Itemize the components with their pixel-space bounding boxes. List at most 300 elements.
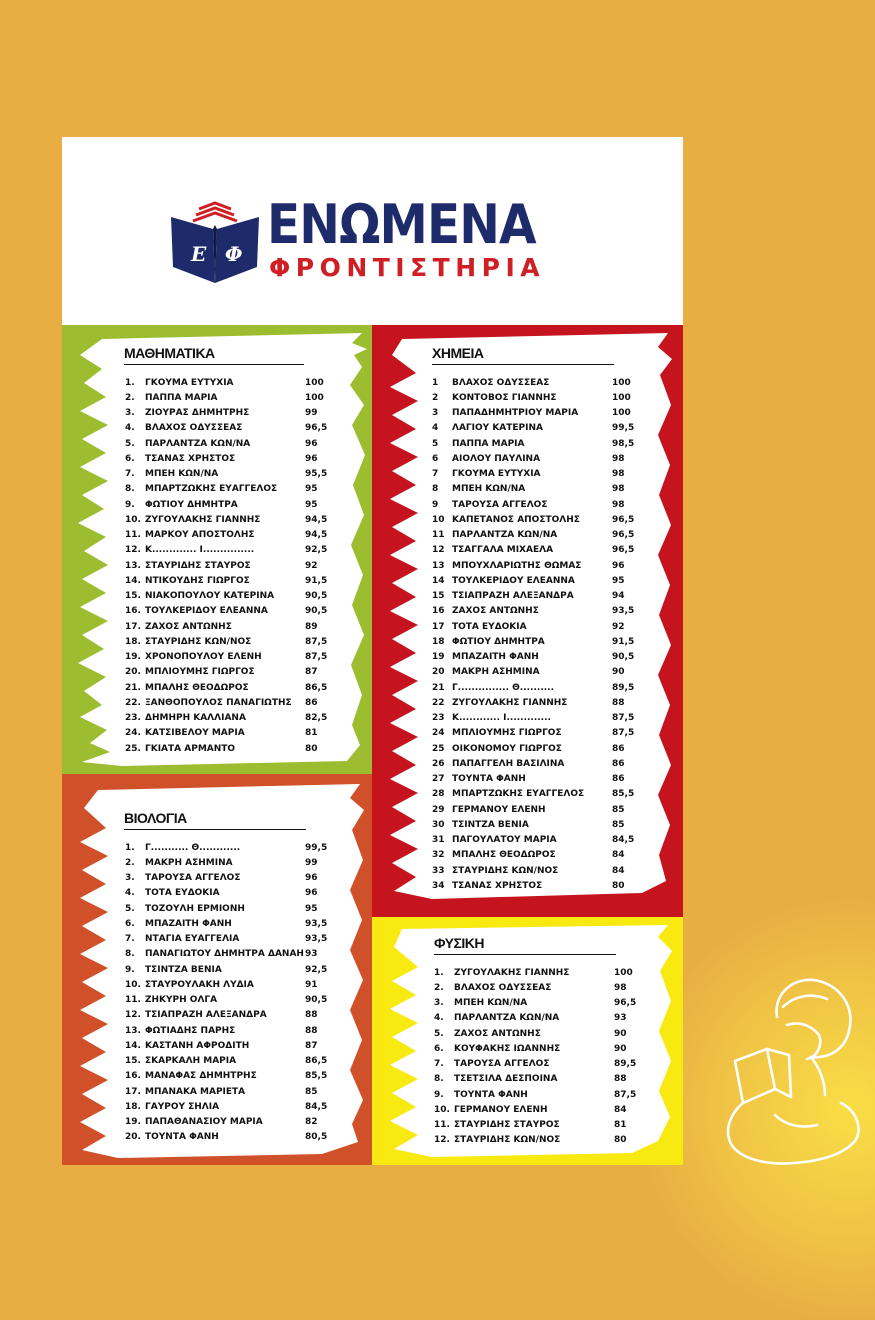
student-name: ΔΗΜΗΡΗ ΚΑΛΛΙΑΝΑ: [145, 713, 246, 724]
student-name: ΠΑΠΑΓΓΕΛΗ ΒΑΣΙΛΙΝΑ: [452, 758, 565, 769]
result-row: [434, 996, 644, 1011]
result-row: [125, 604, 335, 619]
score: 99: [305, 408, 318, 419]
student-name: ΖΑΧΟΣ ΑΝΤΩΝΗΣ: [145, 621, 232, 632]
score: 92,5: [305, 964, 328, 975]
rank: 12: [432, 545, 445, 556]
rank: 32: [432, 850, 445, 861]
result-row: [432, 497, 642, 512]
rank: 10: [432, 514, 445, 525]
student-name: ΦΩΤΙΑΔΗΣ ΠΑΡΗΣ: [145, 1025, 236, 1036]
score: 100: [305, 392, 324, 403]
result-row: [434, 980, 644, 995]
student-name: ΜΠΟΥΧΛΑΡΙΩΤΗΣ ΘΩΜΑΣ: [452, 560, 582, 571]
student-name: ΓΚΟΥΜΑ ΕΥΤΥΧΙΑ: [145, 377, 234, 388]
student-name: ΜΠΑΡΤΖΩΚΗΣ ΕΥΑΓΓΕΛΟΣ: [452, 789, 585, 800]
student-name: ΠΑΓΟΥΛΑΤΟΥ ΜΑΡΙΑ: [452, 835, 557, 846]
score: 98,5: [612, 438, 635, 449]
score: 94,5: [305, 514, 328, 525]
rank: 2: [432, 392, 439, 403]
rank: 4.: [434, 1013, 444, 1024]
result-row: [125, 962, 335, 977]
score: 89,5: [614, 1059, 637, 1070]
result-row: [125, 634, 335, 649]
score: 93,5: [612, 606, 635, 617]
student-name: ΖΥΓΟΥΛΑΚΗΣ ΓΙΑΝΝΗΣ: [452, 697, 568, 708]
result-row: [432, 665, 642, 680]
student-name: ΤΣΑΝΑΣ ΧΡΗΣΤΟΣ: [452, 880, 543, 891]
score: 85: [612, 819, 625, 830]
student-name: ΖΑΧΟΣ ΑΝΤΩΝΗΣ: [454, 1028, 541, 1039]
rank: 9.: [125, 964, 135, 975]
result-row: [432, 787, 642, 802]
score: 100: [305, 377, 324, 388]
student-name: ΦΩΤΙΟΥ ΔΗΜΗΤΡΑ: [145, 499, 238, 510]
section-title-chemistry: ΧΗΜΕΙΑ: [432, 345, 614, 365]
rank: 19.: [125, 1117, 141, 1128]
student-name: ΜΑΚΡΗ ΑΣΗΜΙΝΑ: [452, 667, 540, 678]
rank: 20.: [125, 667, 141, 678]
student-name: ΚΟΥΦΑΚΗΣ ΙΩΑΝΝΗΣ: [454, 1043, 561, 1054]
student-name: ΜΠΑΝΑΚΑ ΜΑΡΙΕΤΑ: [145, 1086, 246, 1097]
score: 85: [612, 804, 625, 815]
result-row: [432, 512, 642, 527]
rank: 2.: [434, 982, 444, 993]
result-row: [432, 695, 642, 710]
biology-panel: [62, 774, 372, 1165]
student-name: ΠΑΠΠΑ ΜΑΡΙΑ: [452, 438, 525, 449]
result-row: [125, 406, 335, 421]
result-row: [125, 1130, 335, 1145]
rank: 20.: [125, 1132, 141, 1143]
rank: 25: [432, 743, 445, 754]
student-name: ΤΟΤΑ ΕΥΔΟΚΙΑ: [145, 888, 220, 899]
rank: 15.: [125, 591, 141, 602]
student-name: ΤΟΥΝΤΑ ΦΑΝΗ: [452, 774, 526, 785]
result-row: [125, 558, 335, 573]
score: 80: [612, 880, 625, 891]
result-row: [125, 573, 335, 588]
rank: 8: [432, 484, 439, 495]
score: 80: [305, 743, 318, 754]
score: 85,5: [612, 789, 635, 800]
score: 86: [612, 758, 625, 769]
result-row: [125, 528, 335, 543]
header: [62, 137, 683, 325]
score: 96: [305, 438, 318, 449]
student-name: ΤΣΙΝΤΖΑ ΒΕΝΙΑ: [145, 964, 222, 975]
result-row: [125, 421, 335, 436]
result-row: [432, 558, 642, 573]
physics-panel: [372, 917, 683, 1165]
score: 98: [614, 982, 627, 993]
score: 89,5: [612, 682, 635, 693]
svg-text:Φ: Φ: [225, 242, 243, 266]
student-name: ΜΠΕΗ ΚΩΝ/ΝΑ: [454, 998, 528, 1009]
rank: 5.: [434, 1028, 444, 1039]
student-name: ΞΑΝΘΟΠΟΥΛΟΣ ΠΑΝΑΓΙΩΤΗΣ: [145, 697, 292, 708]
result-row: [432, 634, 642, 649]
rank: 33: [432, 865, 445, 876]
student-name: ΜΠΑΡΤΖΩΚΗΣ ΕΥΑΓΓΕΛΟΣ: [145, 484, 278, 495]
student-name: ΧΡΟΝΟΠΟΥΛΟΥ ΕΛΕΝΗ: [145, 652, 262, 663]
score: 93,5: [305, 918, 328, 929]
result-row: [432, 390, 642, 405]
rank: 3: [432, 408, 439, 419]
rank: 10.: [125, 979, 141, 990]
book-logo-icon: [169, 195, 261, 285]
rank: 9.: [125, 499, 135, 510]
student-name: ΤΟΥΝΤΑ ΦΑΝΗ: [454, 1089, 528, 1100]
student-name: ΚΑΣΤΑΝΗ ΑΦΡΟΔΙΤΗ: [145, 1040, 250, 1051]
result-row: [432, 573, 642, 588]
rank: 13.: [125, 1025, 141, 1036]
score: 84: [612, 850, 625, 861]
result-row: [125, 993, 335, 1008]
result-row: [432, 833, 642, 848]
result-row: [125, 451, 335, 466]
score: 84,5: [305, 1101, 328, 1112]
score: 96,5: [612, 545, 635, 556]
rank: 13: [432, 560, 445, 571]
rank: 3.: [125, 873, 135, 884]
score: 100: [612, 392, 631, 403]
student-name: ΠΑΡΛΑΝΤΖΑ ΚΩΝ/ΝΑ: [145, 438, 251, 449]
student-name: ΜΑΚΡΗ ΑΣΗΜΙΝΑ: [145, 857, 233, 868]
result-row: [434, 965, 644, 980]
score: 86: [305, 697, 318, 708]
chemistry-panel: [372, 325, 683, 917]
result-row: [432, 528, 642, 543]
student-name: ΜΠΛΙΟΥΜΗΣ ΓΙΩΡΓΟΣ: [145, 667, 255, 678]
rank: 23: [432, 713, 445, 724]
score: 84: [612, 865, 625, 876]
result-row: [125, 871, 335, 886]
result-row: [125, 855, 335, 870]
student-name: ΣΤΑΥΡΙΔΗΣ ΚΩΝ/ΝΟΣ: [452, 865, 559, 876]
score: 88: [305, 1025, 318, 1036]
score: 93,5: [305, 934, 328, 945]
svg-text:Ε: Ε: [191, 242, 207, 266]
student-name: ΓΑΥΡΟΥ ΣΗΛΙΑ: [145, 1101, 220, 1112]
student-name: ΜΠΛΙΟΥΜΗΣ ΓΙΩΡΓΟΣ: [452, 728, 562, 739]
student-name: ΤΣΕΤΣΙΛΑ ΔΕΣΠΟΙΝΑ: [454, 1074, 558, 1085]
student-name: ΜΠΑΛΗΣ ΘΕΟΔΩΡΟΣ: [452, 850, 556, 861]
score: 88: [612, 697, 625, 708]
score: 98: [612, 484, 625, 495]
result-row: [125, 680, 335, 695]
rank: 17: [432, 621, 445, 632]
result-row: [125, 711, 335, 726]
result-row: [432, 741, 642, 756]
student-name: ΣΤΑΥΡΟΥΛΑΚΗ ΛΥΔΙΑ: [145, 979, 254, 990]
rank: 8.: [434, 1074, 444, 1085]
result-row: [432, 650, 642, 665]
score: 94,5: [305, 530, 328, 541]
rank: 6.: [125, 453, 135, 464]
score: 82: [305, 1117, 318, 1128]
result-row: [125, 436, 335, 451]
student-name: ΖΥΓΟΥΛΑΚΗΣ ΓΙΑΝΝΗΣ: [145, 514, 261, 525]
rank: 4.: [125, 888, 135, 899]
score: 95: [305, 484, 318, 495]
result-row: [125, 1008, 335, 1023]
result-row: [125, 589, 335, 604]
score: 91,5: [612, 636, 635, 647]
student-name: ΓΕΡΜΑΝΟΥ ΕΛΕΝΗ: [452, 804, 546, 815]
score: 95: [612, 575, 625, 586]
rank: 7.: [125, 469, 135, 480]
score: 99,5: [305, 842, 328, 853]
rank: 5: [432, 438, 439, 449]
rank: 22: [432, 697, 445, 708]
student-name: ΣΤΑΥΡΙΔΗΣ ΣΤΑΥΡΟΣ: [454, 1120, 560, 1131]
rank: 9: [432, 499, 439, 510]
result-row: [125, 1069, 335, 1084]
result-row: [125, 726, 335, 741]
rank: 16.: [125, 1071, 141, 1082]
biology-results-list: [125, 840, 335, 1145]
student-name: ΒΛΑΧΟΣ ΟΔΥΣΣΕΑΣ: [452, 377, 550, 388]
result-row: [432, 543, 642, 558]
result-row: [125, 482, 335, 497]
score: 93: [614, 1013, 627, 1024]
rank: 11.: [125, 530, 141, 541]
rank: 12.: [434, 1135, 450, 1146]
student-name: ΤΑΡΟΥΣΑ ΑΓΓΕΛΟΣ: [145, 873, 241, 884]
student-name: ΣΤΑΥΡΙΔΗΣ ΚΩΝ/ΝΟΣ: [145, 636, 252, 647]
score: 90,5: [305, 995, 328, 1006]
rank: 18.: [125, 636, 141, 647]
result-row: [432, 604, 642, 619]
student-name: ΛΑΓΙΟΥ ΚΑΤΕΡΙΝΑ: [452, 423, 543, 434]
student-name: ΓΕΡΜΑΝΟΥ ΕΛΕΝΗ: [454, 1104, 548, 1115]
result-row: [434, 1087, 644, 1102]
score: 90,5: [305, 606, 328, 617]
student-name: ΓΚΟΥΜΑ ΕΥΤΥΧΙΑ: [452, 469, 541, 480]
student-name: Κ............. Ι...............: [145, 545, 255, 556]
physics-results-list: [434, 965, 644, 1148]
score: 90: [614, 1043, 627, 1054]
rank: 31: [432, 835, 445, 846]
student-name: ΠΑΠΑΘΑΝΑΣΙΟΥ ΜΑΡΙΑ: [145, 1117, 263, 1128]
score: 80: [614, 1135, 627, 1146]
student-name: ΜΠΕΗ ΚΩΝ/ΝΑ: [145, 469, 219, 480]
rank: 14.: [125, 1040, 141, 1051]
result-row: [432, 878, 642, 893]
rank: 20: [432, 667, 445, 678]
rank: 8.: [125, 949, 135, 960]
result-row: [432, 421, 642, 436]
rank: 1: [432, 377, 439, 388]
result-row: [432, 406, 642, 421]
score: 91: [305, 979, 318, 990]
score: 90,5: [612, 652, 635, 663]
rank: 6.: [125, 918, 135, 929]
score: 98: [612, 469, 625, 480]
rank: 28: [432, 789, 445, 800]
student-name: ΤΟΥΛΚΕΡΙΔΟΥ ΕΛΕΑΝΝΑ: [145, 606, 268, 617]
result-row: [125, 932, 335, 947]
student-name: ΝΤΑΓΙΑ ΕΥΑΓΓΕΛΙΑ: [145, 934, 240, 945]
score: 96,5: [612, 514, 635, 525]
score: 87,5: [305, 636, 328, 647]
student-name: ΤΑΡΟΥΣΑ ΑΓΓΕΛΟΣ: [452, 499, 548, 510]
score: 88: [614, 1074, 627, 1085]
math-panel: [62, 325, 372, 774]
rank: 3.: [125, 408, 135, 419]
rank: 26: [432, 758, 445, 769]
score: 86: [612, 743, 625, 754]
student-name: ΓΚΙΑΤΑ ΑΡΜΑΝΤΟ: [145, 743, 236, 754]
reading-child-icon: [715, 965, 865, 1180]
rank: 30: [432, 819, 445, 830]
score: 87,5: [305, 652, 328, 663]
score: 81: [614, 1120, 627, 1131]
student-name: ΜΠΑΛΗΣ ΘΕΟΔΩΡΟΣ: [145, 682, 249, 693]
rank: 16.: [125, 606, 141, 617]
result-row: [434, 1133, 644, 1148]
student-name: ΚΑΠΕΤΑΝΟΣ ΑΠΟΣΤΟΛΗΣ: [452, 514, 580, 525]
score: 81: [305, 728, 318, 739]
rank: 5.: [125, 438, 135, 449]
rank: 3.: [434, 998, 444, 1009]
result-row: [125, 695, 335, 710]
result-row: [125, 901, 335, 916]
score: 87,5: [612, 728, 635, 739]
student-name: ΠΑΝΑΓΙΩΤΟΥ ΔΗΜΗΤΡΑ ΔΑΝΑΗ: [145, 949, 304, 960]
result-row: [432, 711, 642, 726]
rank: 4: [432, 423, 439, 434]
student-name: ΤΣΙΑΠΡΑΖΗ ΑΛΕΞΑΝΔΡΑ: [145, 1010, 267, 1021]
student-name: ΜΑΡΚΟΥ ΑΠΟΣΤΟΛΗΣ: [145, 530, 255, 541]
result-row: [125, 840, 335, 855]
rank: 12.: [125, 1010, 141, 1021]
result-row: [432, 756, 642, 771]
score: 98: [612, 453, 625, 464]
score: 95: [305, 903, 318, 914]
rank: 22.: [125, 697, 141, 708]
student-name: ΤΑΡΟΥΣΑ ΑΓΓΕΛΟΣ: [454, 1059, 550, 1070]
score: 96: [305, 888, 318, 899]
score: 88: [305, 1010, 318, 1021]
student-name: ΠΑΡΛΑΝΤΖΑ ΚΩΝ/ΝΑ: [452, 530, 558, 541]
result-row: [434, 1102, 644, 1117]
student-name: ΤΟΤΑ ΕΥΔΟΚΙΑ: [452, 621, 527, 632]
rank: 11.: [125, 995, 141, 1006]
score: 91,5: [305, 575, 328, 586]
score: 95: [305, 499, 318, 510]
rank: 12.: [125, 545, 141, 556]
student-name: ΑΙΟΛΟΥ ΠΑΥΛΙΝΑ: [452, 453, 541, 464]
student-name: ΜΠΑΖΑΪΤΗ ΦΑΝΗ: [145, 918, 232, 929]
score: 82,5: [305, 713, 328, 724]
student-name: Κ............ Ι.............: [452, 713, 551, 724]
score: 96,5: [612, 530, 635, 541]
result-row: [125, 650, 335, 665]
score: 100: [612, 408, 631, 419]
result-row: [125, 1099, 335, 1114]
score: 87,5: [612, 713, 635, 724]
score: 85: [305, 1086, 318, 1097]
score: 89: [305, 621, 318, 632]
score: 80,5: [305, 1132, 328, 1143]
result-row: [432, 802, 642, 817]
score: 96: [305, 453, 318, 464]
section-title-physics: ΦΥΣΙΚΗ: [434, 935, 616, 955]
rank: 4.: [125, 423, 135, 434]
student-name: ΝΙΑΚΟΠΟΥΛΟΥ ΚΑΤΕΡΙΝΑ: [145, 591, 275, 602]
result-row: [432, 619, 642, 634]
math-results-list: [125, 375, 335, 756]
result-row: [432, 680, 642, 695]
rank: 2.: [125, 857, 135, 868]
student-name: ΒΛΑΧΟΣ ΟΔΥΣΣΕΑΣ: [145, 423, 243, 434]
rank: 10.: [434, 1104, 450, 1115]
result-row: [432, 863, 642, 878]
score: 100: [612, 377, 631, 388]
result-row: [432, 482, 642, 497]
student-name: ΤΣΑΝΑΣ ΧΡΗΣΤΟΣ: [145, 453, 236, 464]
rank: 9.: [434, 1089, 444, 1100]
result-row: [125, 977, 335, 992]
rank: 8.: [125, 484, 135, 495]
rank: 34: [432, 880, 445, 891]
result-row: [432, 589, 642, 604]
result-row: [432, 848, 642, 863]
result-row: [434, 1057, 644, 1072]
rank: 19: [432, 652, 445, 663]
student-name: ΦΩΤΙΟΥ ΔΗΜΗΤΡΑ: [452, 636, 545, 647]
rank: 19.: [125, 652, 141, 663]
result-row: [434, 1026, 644, 1041]
rank: 11: [432, 530, 445, 541]
score: 85,5: [305, 1071, 328, 1082]
score: 90,5: [305, 591, 328, 602]
result-row: [125, 375, 335, 390]
rank: 24.: [125, 728, 141, 739]
student-name: ΖΙΟΥΡΑΣ ΔΗΜΗΤΡΗΣ: [145, 408, 250, 419]
rank: 6: [432, 453, 439, 464]
rank: 1.: [434, 967, 444, 978]
score: 95,5: [305, 469, 328, 480]
rank: 18: [432, 636, 445, 647]
score: 99,5: [612, 423, 635, 434]
rank: 1.: [125, 377, 135, 388]
rank: 16: [432, 606, 445, 617]
student-name: ΣΤΑΥΡΙΔΗΣ ΣΤΑΥΡΟΣ: [145, 560, 251, 571]
score: 96,5: [305, 423, 328, 434]
score: 84,5: [612, 835, 635, 846]
brand-subtitle: ΦΡΟΝΤΙΣΤΗΡΙΑ: [269, 253, 546, 282]
result-row: [125, 390, 335, 405]
result-row: [125, 741, 335, 756]
student-name: ΠΑΠΑΔΗΜΗΤΡΙΟΥ ΜΑΡΙΑ: [452, 408, 579, 419]
rank: 15: [432, 591, 445, 602]
student-name: ΤΟΥΝΤΑ ΦΑΝΗ: [145, 1132, 219, 1143]
rank: 5.: [125, 903, 135, 914]
student-name: ΒΛΑΧΟΣ ΟΔΥΣΣΕΑΣ: [454, 982, 552, 993]
rank: 18.: [125, 1101, 141, 1112]
student-name: ΜΠΕΗ ΚΩΝ/ΝΑ: [452, 484, 526, 495]
student-name: ΣΚΑΡΚΑΛΗ ΜΑΡΙΑ: [145, 1056, 237, 1067]
student-name: ΖΗΚΥΡΗ ΟΛΓΑ: [145, 995, 218, 1006]
score: 84: [614, 1104, 627, 1115]
score: 90: [614, 1028, 627, 1039]
student-name: ΠΑΡΛΑΝΤΖΑ ΚΩΝ/ΝΑ: [454, 1013, 560, 1024]
result-row: [125, 1023, 335, 1038]
rank: 13.: [125, 560, 141, 571]
